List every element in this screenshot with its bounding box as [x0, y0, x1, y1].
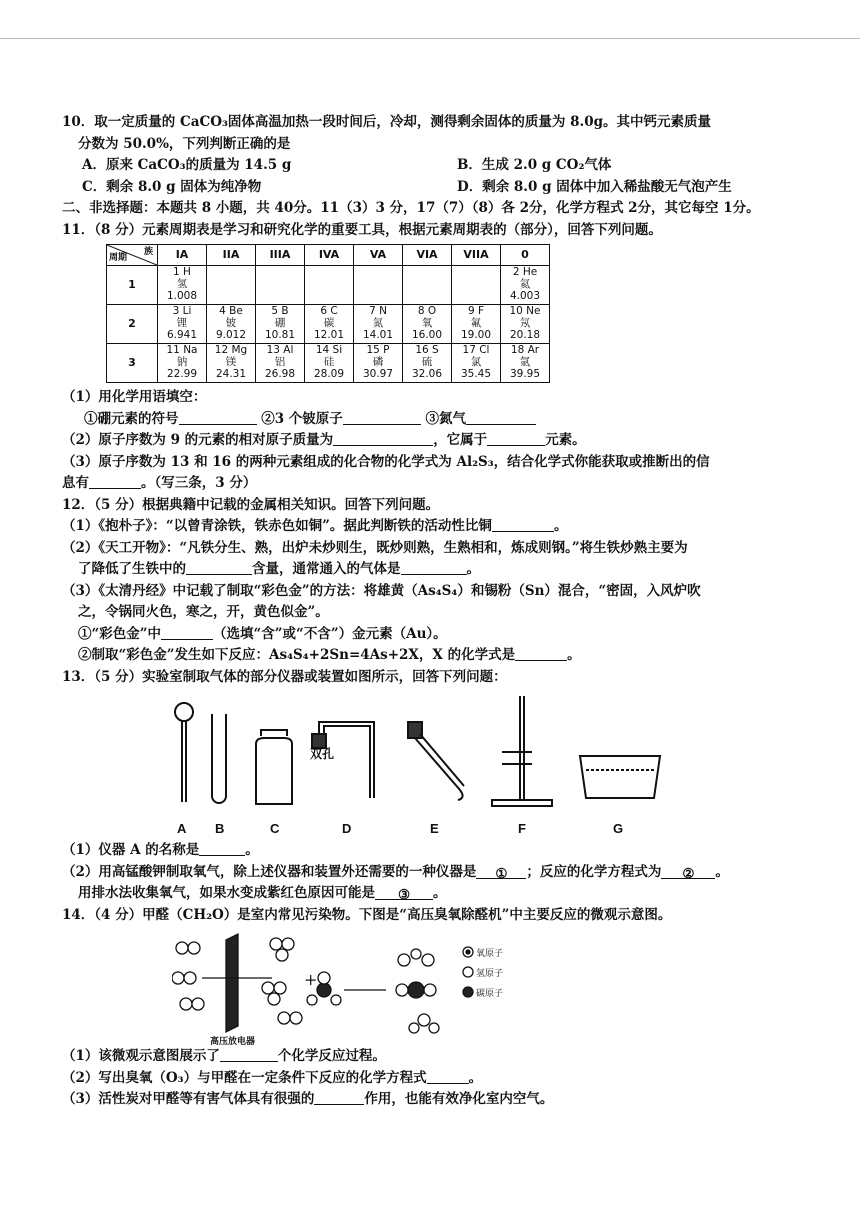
empty-cell — [354, 266, 403, 305]
element-name: 硫 — [421, 356, 433, 368]
period-label: 2 — [107, 305, 158, 344]
element-mass: 16.00 — [411, 329, 443, 341]
element-symbol: 5 B — [271, 305, 289, 317]
answer-blank[interactable] — [89, 474, 141, 489]
q14-p3b-text: 作用，也能有效净化室内空气。 — [364, 1091, 554, 1107]
q10-stem-line2: 分数为 50.0%，下列判断正确的是 — [78, 135, 291, 152]
element-mass: 6.941 — [166, 329, 198, 341]
element-cell — [207, 305, 256, 344]
element-cell — [158, 266, 207, 305]
element-cell — [354, 344, 403, 383]
apparatus-label-e: E — [430, 821, 439, 836]
answer-blank[interactable] — [333, 431, 433, 446]
q13-p1a-text: （1）仪器 A 的名称是 — [62, 842, 200, 858]
element-name: 铍 — [225, 317, 237, 329]
q11-part3-line2 — [62, 473, 822, 495]
element-cell — [501, 344, 550, 383]
apparatus-label-g: G — [613, 821, 624, 836]
element-name: 硼 — [274, 317, 286, 329]
element-mass: 26.98 — [264, 368, 296, 380]
q14-stem: 14．（4 分）甲醛（CH₂O）是室内常见污染物。下图是“高压臭氧除醛机”中主要反应的微观示意图。 — [62, 906, 672, 923]
corner-group-label: 族 — [143, 247, 153, 257]
element-cell — [305, 344, 354, 383]
q12-p3d2-text: 。 — [567, 647, 581, 663]
answer-blank[interactable] — [515, 646, 567, 661]
empty-cell — [403, 266, 452, 305]
q14-p2b-text: 。 — [468, 1069, 483, 1086]
group-header: 0 — [501, 245, 550, 266]
answer-blank[interactable] — [401, 560, 467, 575]
element-symbol: 14 Si — [315, 344, 343, 356]
q14-part1 — [62, 1046, 822, 1068]
element-name: 氩 — [519, 356, 531, 368]
legend-hydrogen: 氢原子 — [476, 969, 504, 979]
q11-part3-line1: （3）原子序数为 13 和 16 的两种元素组成的化合物的化学式为 Al₂S₃，结合化学式你能获取或推断出的信 — [62, 453, 710, 470]
element-name: 氧 — [421, 317, 433, 329]
two-hole-stopper-label: 双孔 — [310, 747, 335, 761]
element-symbol: 13 Al — [266, 344, 294, 356]
element-mass: 32.06 — [411, 368, 443, 380]
element-name: 氖 — [519, 317, 531, 329]
element-name: 氟 — [470, 317, 482, 329]
answer-blank[interactable] — [492, 517, 554, 532]
group-header: VIIA — [452, 245, 501, 266]
answer-blank[interactable] — [427, 1069, 469, 1084]
empty-cell — [207, 266, 256, 305]
element-name: 氦 — [519, 278, 531, 290]
element-name: 磷 — [372, 356, 384, 368]
q12-part1 — [62, 516, 822, 538]
q12-p3c1-text: ①“彩色金”中 — [78, 625, 162, 642]
element-symbol: 7 N — [369, 305, 387, 317]
q11-p1c-text: ③氮气 — [425, 410, 466, 427]
answer-blank[interactable] — [487, 431, 545, 446]
answer-blank-2[interactable]: ② — [661, 864, 715, 879]
element-symbol: 4 Be — [219, 305, 243, 317]
answer-blank[interactable] — [161, 625, 213, 640]
group-header: IVA — [305, 245, 354, 266]
element-cell — [501, 305, 550, 344]
element-mass: 22.99 — [166, 368, 198, 380]
table-row — [107, 266, 550, 305]
q11-p1a-text: ①硼元素的符号 — [84, 410, 179, 427]
q14-p2a-text: （2）写出臭氧（O₃）与甲醛在一定条件下反应的化学方程式 — [62, 1069, 427, 1086]
element-mass: 10.81 — [264, 329, 296, 341]
exam-page — [62, 112, 822, 1111]
q10-options-ab — [62, 155, 822, 177]
q11-p3c-text: 。（写三条，3 分） — [141, 475, 257, 491]
element-name: 氢 — [176, 278, 188, 290]
element-cell — [256, 344, 305, 383]
answer-blank[interactable] — [199, 841, 245, 856]
q12-stem: 12．（5 分）根据典籍中记载的金属相关知识。回答下列问题。 — [62, 496, 440, 513]
element-name: 碳 — [323, 317, 335, 329]
q13-part2 — [62, 862, 822, 884]
q11-p3b-text: 息有 — [62, 475, 89, 491]
element-symbol: 12 Mg — [214, 344, 248, 356]
q12-p2d-text: 。 — [466, 561, 480, 577]
answer-blank[interactable] — [179, 410, 257, 425]
svg-text:+: + — [304, 970, 318, 989]
element-symbol: 2 He — [512, 266, 538, 278]
q11-part2 — [62, 430, 822, 452]
q12-p3d1-text: ②制取“彩色金”发生如下反应：As₄S₄+2Sn=4As+2X，X 的化学式是 — [78, 647, 516, 663]
q12-part3-line1: （3）《太清丹经》中记载了制取“彩色金”的方法：将雄黄（As₄S₄）和锡粉（Sn）混合，“密固，入风炉吹 — [62, 582, 701, 599]
element-cell — [501, 266, 550, 305]
element-cell — [403, 305, 452, 344]
apparatus-label-a: A — [177, 821, 187, 836]
element-cell — [354, 305, 403, 344]
element-name: 硅 — [323, 356, 335, 368]
empty-cell — [305, 266, 354, 305]
element-cell — [158, 344, 207, 383]
q13-stem: 13．（5 分）实验室制取气体的部分仪器或装置如图所示，回答下列问题： — [62, 668, 507, 685]
q12-part3-sub1 — [62, 624, 822, 646]
q13-p2c-text: ；反应的化学方程式为 — [526, 863, 662, 880]
q11-p2b-text: ，它属于 — [433, 432, 488, 448]
corner-period-label: 周期 — [109, 253, 128, 263]
element-mass: 28.09 — [313, 368, 345, 380]
element-mass: 4.003 — [509, 290, 541, 302]
q12-p1b-text: 。 — [553, 518, 568, 534]
legend-carbon: 碳原子 — [476, 989, 504, 999]
apparatus-drawing — [62, 692, 822, 822]
element-cell — [158, 305, 207, 344]
element-symbol: 16 S — [415, 344, 439, 356]
q10-option-d: D．剩余 8.0 g 固体中加入稀盐酸无气泡产生 — [457, 178, 732, 195]
element-name: 镁 — [225, 356, 237, 368]
periodic-table — [106, 244, 550, 383]
q11-part1: （1）用化学用语填空： — [62, 389, 207, 405]
q13-p1b-text: 。 — [245, 842, 259, 858]
apparatus-label-c: C — [270, 821, 280, 836]
q13-part1 — [62, 840, 822, 862]
period-label: 1 — [107, 266, 158, 305]
apparatus-label-b: B — [215, 821, 225, 836]
q12-p3c2-text: （选填“含”或“不含”）金元素（Au）。 — [213, 625, 447, 642]
q14-p1b-text: 个化学反应过程。 — [277, 1048, 386, 1064]
answer-blank[interactable] — [186, 560, 252, 575]
q14-part3 — [62, 1089, 822, 1111]
q13-p2e-text: 。 — [715, 863, 729, 880]
answer-blank[interactable] — [314, 1090, 364, 1105]
element-cell — [452, 344, 501, 383]
element-mass: 24.31 — [215, 368, 247, 380]
q11-p2c-text: 元素。 — [545, 432, 586, 448]
element-mass: 20.18 — [509, 329, 541, 341]
element-mass: 12.01 — [313, 329, 345, 341]
q11-p2a-text: （2）原子序数为 9 的元素的相对原子质量为 — [62, 432, 334, 448]
element-symbol: 11 Na — [166, 344, 198, 356]
element-mass: 19.00 — [460, 329, 492, 341]
q13-p3a-text: 用排水法收集氧气，如果水变成紫红色原因可能是 — [78, 885, 375, 901]
q13-p2a-text: （2）用高锰酸钾制取氧气，除上述仪器和装置外还需要的一种仪器是 — [62, 863, 477, 880]
element-symbol: 6 C — [320, 305, 338, 317]
element-name: 氯 — [470, 356, 482, 368]
q10-option-a: A．原来 CaCO₃的质量为 14.5 g — [82, 157, 292, 173]
legend-oxygen: 氧原子 — [476, 949, 504, 959]
q10-stem-line1: 10．取一定质量的 CaCO₃固体高温加热一段时间后，冷却，测得剩余固体的质量为 8.0g。其中钙元素质量 — [62, 114, 712, 130]
empty-cell — [256, 266, 305, 305]
element-symbol: 3 Li — [172, 305, 192, 317]
empty-cell — [452, 266, 501, 305]
element-mass: 1.008 — [166, 290, 198, 302]
scan-top-edge — [0, 38, 860, 39]
q12-p2b-text: 了降低了生铁中的 — [78, 561, 186, 577]
q10-options-cd — [62, 177, 822, 199]
element-mass: 9.012 — [215, 329, 247, 341]
q11-p1b-text: ②3 个铍原子 — [261, 410, 343, 427]
q12-part3-line2: 之，令锅同火色，寒之，开，黄色似金”。 — [78, 604, 329, 620]
q13-p3c-text: 。 — [433, 885, 447, 901]
element-symbol: 15 P — [366, 344, 390, 356]
group-header: IIIA — [256, 245, 305, 266]
q12-p1a-text: （1）《抱朴子》：“以曾青涂铁，铁赤色如铜”。据此判断铁的活动性比铜 — [62, 518, 492, 534]
element-symbol: 1 H — [173, 266, 191, 278]
element-cell — [403, 344, 452, 383]
apparatus-label-d: D — [342, 821, 352, 836]
answer-blank-1[interactable]: ① — [476, 864, 526, 879]
q14-part2 — [62, 1068, 822, 1090]
element-cell — [452, 305, 501, 344]
element-mass: 14.01 — [362, 329, 394, 341]
q12-part3-sub2 — [62, 645, 822, 667]
discharge-device-label: 高压放电器 — [210, 1037, 256, 1047]
lab-apparatus-figure — [62, 692, 822, 840]
element-mass: 39.95 — [509, 368, 541, 380]
element-mass: 35.45 — [460, 368, 492, 380]
q14-p3a-text: （3）活性炭对甲醛等有害气体具有很强的 — [62, 1091, 315, 1107]
section-2-heading: 二、非选择题：本题共 8 小题，共 40分。11（3）3 分，17（7）（8）各 2分，化学方程式 2分，其它每空 1分。 — [62, 200, 760, 216]
group-header: VA — [354, 245, 403, 266]
element-name: 铝 — [274, 356, 286, 368]
answer-blank-3[interactable]: ③ — [375, 885, 433, 900]
element-mass: 30.97 — [362, 368, 394, 380]
table-corner — [107, 245, 158, 266]
element-name: 钠 — [176, 356, 188, 368]
q12-p2c-text: 含量，通常通入的气体是 — [252, 561, 401, 577]
micro-diagram — [172, 930, 632, 1040]
element-symbol: 18 Ar — [510, 344, 540, 356]
element-symbol: 10 Ne — [509, 305, 541, 317]
group-header: IA — [158, 245, 207, 266]
q11-stem: 11．（8 分）元素周期表是学习和研究化学的重要工具，根据元素周期表的（部分），回答下列问题。 — [62, 221, 662, 238]
table-row — [107, 305, 550, 344]
group-header: VIA — [403, 245, 452, 266]
answer-blank[interactable] — [343, 410, 421, 425]
table-row — [107, 344, 550, 383]
element-symbol: 8 O — [417, 305, 437, 317]
q12-part2-line2 — [62, 559, 822, 581]
apparatus-label-f: F — [518, 821, 526, 836]
q10-option-b: B．生成 2.0 g CO₂气体 — [457, 157, 612, 173]
q14-p1a-text: （1）该微观示意图展示了 — [62, 1048, 220, 1064]
answer-blank[interactable] — [466, 410, 536, 425]
q13-part3 — [62, 883, 822, 905]
q10-option-c: C．剩余 8.0 g 固体为纯净物 — [82, 178, 262, 195]
element-cell — [207, 344, 256, 383]
q12-part2-line1: （2）《天工开物》：“凡铁分生、熟，出炉未炒则生，既炒则熟，生熟相和，炼成则钢。”将生铁炒熟主要为 — [62, 539, 688, 556]
period-label: 3 — [107, 344, 158, 383]
element-name: 氮 — [372, 317, 384, 329]
group-header: IIA — [207, 245, 256, 266]
element-name: 锂 — [176, 317, 188, 329]
q11-part1-fill — [62, 409, 822, 431]
element-symbol: 9 F — [467, 305, 485, 317]
funnel-bulb — [175, 703, 193, 721]
micro-reaction-figure — [62, 926, 822, 1046]
element-cell — [256, 305, 305, 344]
element-symbol: 17 Cl — [462, 344, 490, 356]
element-cell — [305, 305, 354, 344]
